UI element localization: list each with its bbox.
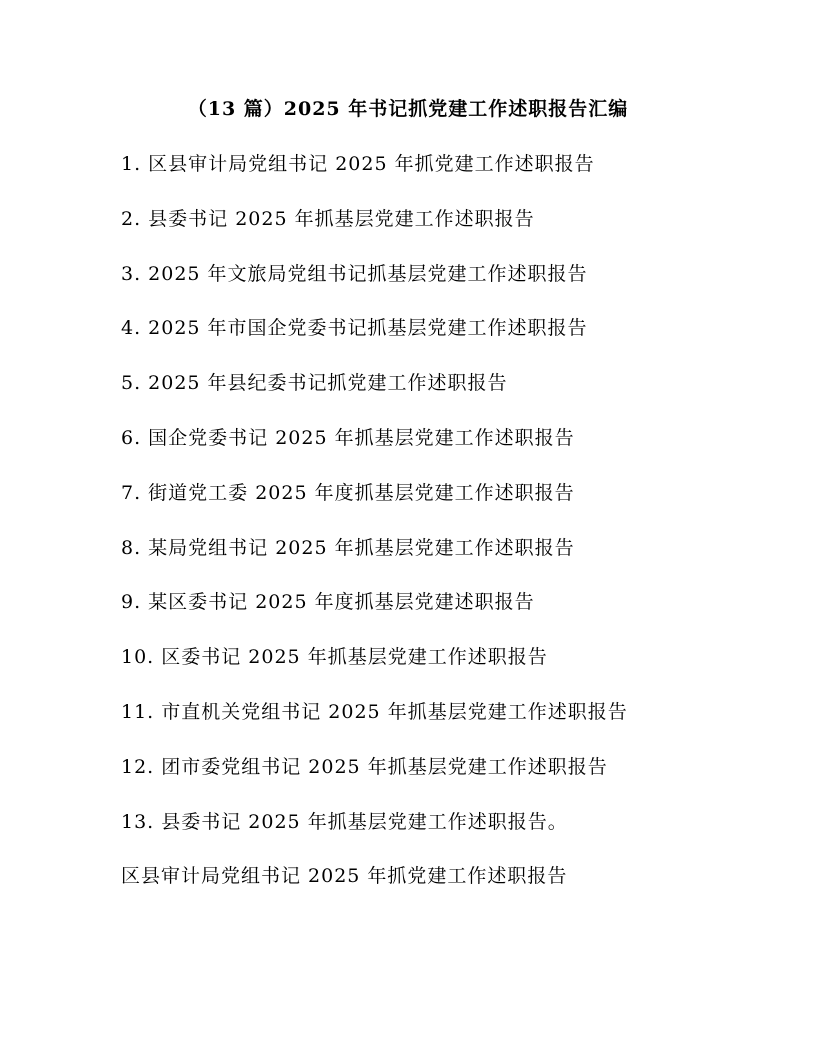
document-title: （13 篇）2025 年书记抓党建工作述职报告汇编 <box>187 98 629 120</box>
toc-item-7: 7. 街道党工委 2025 年度抓基层党建工作述职报告 <box>121 481 575 504</box>
toc-item-2: 2. 县委书记 2025 年抓基层党建工作述职报告 <box>121 207 535 230</box>
toc-item-4: 4. 2025 年市国企党委书记抓基层党建工作述职报告 <box>121 317 588 340</box>
section-heading: 区县审计局党组书记 2025 年抓党建工作述职报告 <box>121 865 568 887</box>
toc-item-11: 11. 市直机关党组书记 2025 年抓基层党建工作述职报告 <box>121 700 628 723</box>
toc-item-1: 1. 区县审计局党组书记 2025 年抓党建工作述职报告 <box>121 153 595 175</box>
toc-item-6: 6. 国企党委书记 2025 年抓基层党建工作述职报告 <box>121 426 575 449</box>
toc-item-8: 8. 某局党组书记 2025 年抓基层党建工作述职报告 <box>121 536 575 559</box>
toc-item-12: 12. 团市委党组书记 2025 年抓基层党建工作述职报告 <box>121 755 608 778</box>
toc-item-10: 10. 区委书记 2025 年抓基层党建工作述职报告 <box>121 646 548 669</box>
toc-item-9: 9. 某区委书记 2025 年度抓基层党建述职报告 <box>121 591 535 614</box>
table-of-contents <box>121 149 628 861</box>
toc-item-3: 3. 2025 年文旅局党组书记抓基层党建工作述职报告 <box>121 262 588 285</box>
toc-item-5: 5. 2025 年县纪委书记抓党建工作述职报告 <box>121 372 508 395</box>
toc-item-13: 13. 县委书记 2025 年抓基层党建工作述职报告。 <box>121 810 568 833</box>
